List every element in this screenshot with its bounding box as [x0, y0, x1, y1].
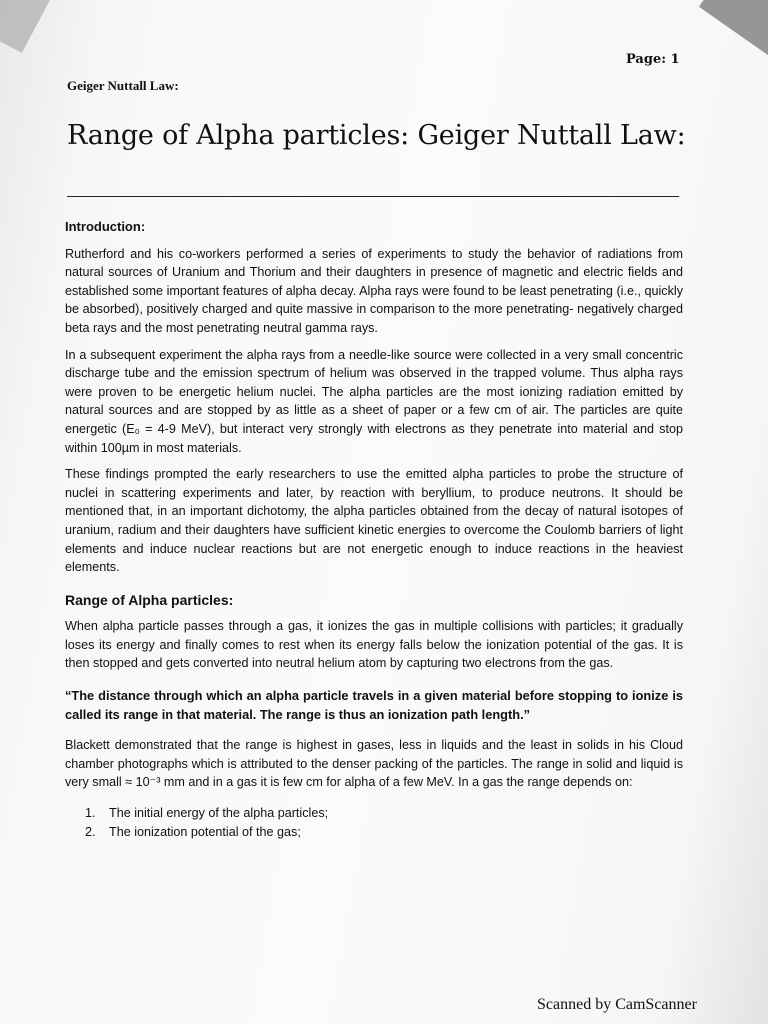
range-paragraph-1: When alpha particle passes through a gas, it ionizes the gas in multiple collisions with particles; it gradually loses its energy and finally comes to rest when its energy falls below the ionization potential of the gas. It is then stopped and gets converted into neutral helium atom by capturing two electrons from the gas. [65, 619, 683, 671]
intro-paragraph-2: In a subsequent experiment the alpha rays from a needle-like source were collected in a very small concentric discharge tube and the emission spectrum of helium was observed in the trapped volume. Thus alpha rays were proven to be energetic helium nuclei. The alpha particles are the most ionizing radiation emitted by natural sources and are stopped by as little as a sheet of paper or a few cm of air. The particles are quite energetic (E₀ = 4-9 MeV), but interact very strongly with electrons as they penetrate into material and stop within 100µm in most materials. [65, 347, 683, 455]
section-heading-range: Range of Alpha particles: [65, 591, 234, 608]
intro-paragraph-1: Rutherford and his co-workers performed a series of experiments to study the behavior of radiations from natural sources of Uranium and Thorium and their daughters in presence of magnetic and electric fields and established some important features of alpha decay. Alpha rays were found to be least penetrating (i.e., quickly be absorbed), positively charged and quite massive in comparison to the more penetrating- negatively charged beta rays and the most penetrating neutral gamma rays. [65, 246, 683, 335]
scanner-watermark: Scanned by CamScanner [537, 996, 697, 1013]
list-item-text: The ionization potential of the gas; [109, 824, 301, 839]
range-factors-list [65, 804, 683, 841]
list-item [85, 823, 683, 842]
list-item [85, 804, 683, 823]
intro-paragraph-3: These findings prompted the early researchers to use the emitted alpha particles to probe the structure of nuclei in scattering experiments and later, by reaction with beryllium, to produce neutrons. It should be mentioned that, in an important dichotomy, the alpha particles obtained from the decay of natural isotopes of uranium, radium and their daughters have sufficient kinetic energies to overcome the Coulomb barriers of light elements and induce nuclear reactions but are not energetic enough to induce reactions in the heaviest elements. [65, 467, 683, 575]
list-item-number: 1. [85, 806, 96, 821]
section-heading-introduction: Introduction: [65, 219, 146, 234]
title-divider [67, 196, 679, 197]
running-head: Geiger Nuttall Law: [67, 78, 179, 93]
list-item-number: 2. [85, 824, 96, 839]
document-body [65, 218, 683, 841]
scan-shadow-top-left [0, 0, 50, 53]
page-number: Page: 1 [626, 52, 680, 67]
range-paragraph-2: Blackett demonstrated that the range is highest in gases, less in liquids and the least in solids in his Cloud chamber photographs which is attributed to the denser packing of the particles. The range in solid and liquid is very small ≈ 10⁻³ mm and in a gas it is few cm for alpha of a few MeV. In a gas the range depends on: [65, 738, 683, 790]
list-item-text: The initial energy of the alpha particles; [109, 806, 329, 821]
range-definition-quote: “The distance through which an alpha particle travels in a given material before stopping to ionize is called its range in that material. The range is thus an ionization path length.” [65, 688, 683, 722]
scan-shadow-top-right [699, 0, 768, 58]
document-title: Range of Alpha particles: Geiger Nuttall Law: [67, 120, 686, 151]
